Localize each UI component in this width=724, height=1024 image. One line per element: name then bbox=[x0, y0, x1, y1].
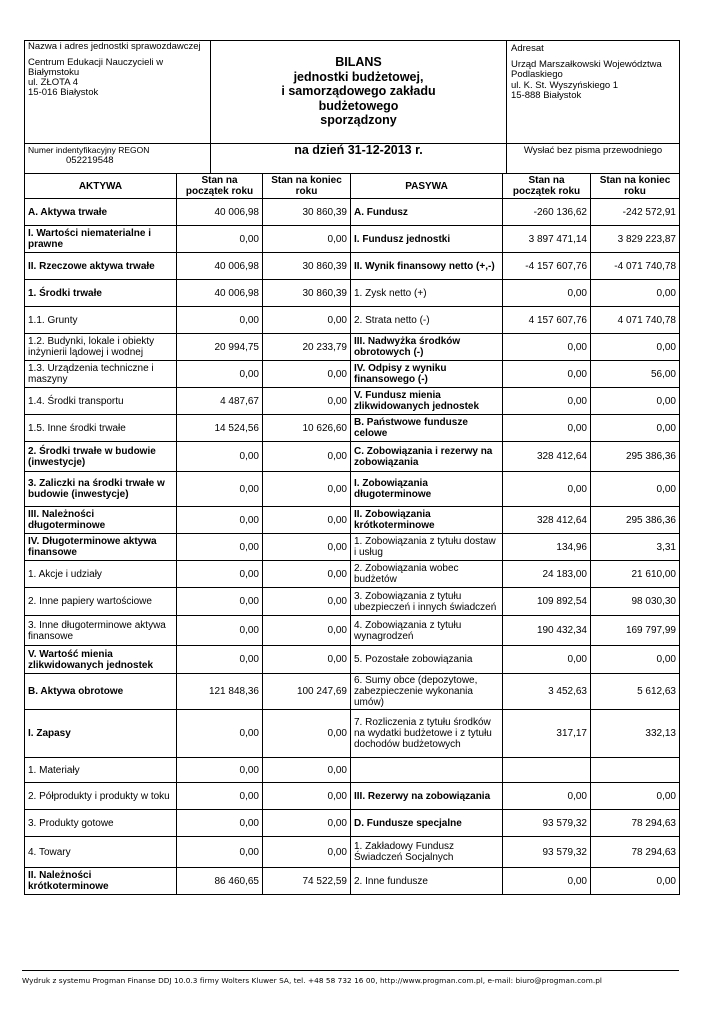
pasywa-label: 3. Zobowiązania z tytułu ubezpieczeń i innych świadczeń bbox=[351, 588, 503, 616]
col-header-pasywa-start: Stan na początek roku bbox=[503, 174, 591, 199]
pasywa-start-value: 134,96 bbox=[503, 534, 591, 561]
aktywa-end-value: 0,00 bbox=[263, 646, 351, 674]
aktywa-label: 1.1. Grunty bbox=[25, 307, 177, 334]
balance-sheet bbox=[24, 40, 679, 895]
pasywa-start-value: 328 412,64 bbox=[503, 507, 591, 534]
pasywa-label: 6. Sumy obce (depozytowe, zabezpieczenie wykonania umów) bbox=[351, 674, 503, 710]
pasywa-start-value: 0,00 bbox=[503, 334, 591, 361]
aktywa-label: 1.4. Środki transportu bbox=[25, 388, 177, 415]
table-row bbox=[25, 388, 680, 415]
aktywa-label: V. Wartość mienia zlikwidowanych jednostek bbox=[25, 646, 177, 674]
pasywa-end-value: 0,00 bbox=[591, 472, 680, 507]
addressee-line: Podlaskiego bbox=[511, 69, 563, 80]
aktywa-label: 3. Inne długoterminowe aktywa finansowe bbox=[25, 616, 177, 646]
aktywa-label: B. Aktywa obrotowe bbox=[25, 674, 177, 710]
pasywa-end-value: 295 386,36 bbox=[591, 507, 680, 534]
table-row bbox=[25, 561, 680, 588]
pasywa-end-value: 169 797,99 bbox=[591, 616, 680, 646]
aktywa-label: 2. Środki trwałe w budowie (inwestycje) bbox=[25, 442, 177, 472]
pasywa-start-value: 3 452,63 bbox=[503, 674, 591, 710]
pasywa-start-value: 3 897 471,14 bbox=[503, 226, 591, 253]
reporting-unit-label: Nazwa i adres jednostki sprawozdawczej bbox=[28, 41, 201, 52]
table-row bbox=[25, 616, 680, 646]
aktywa-end-value: 0,00 bbox=[263, 361, 351, 388]
pasywa-end-value: 78 294,63 bbox=[591, 810, 680, 837]
table-row bbox=[25, 783, 680, 810]
regon-label: Numer indentyfikacyjny REGON bbox=[28, 145, 150, 155]
pasywa-label: 5. Pozostałe zobowiązania bbox=[351, 646, 503, 674]
pasywa-start-value: 0,00 bbox=[503, 415, 591, 442]
balance-table bbox=[24, 173, 680, 895]
header-table bbox=[24, 40, 680, 174]
aktywa-start-value: 0,00 bbox=[177, 361, 263, 388]
pasywa-start-value: 93 579,32 bbox=[503, 837, 591, 868]
aktywa-label: 2. Inne papiery wartościowe bbox=[25, 588, 177, 616]
pasywa-end-value: 0,00 bbox=[591, 415, 680, 442]
pasywa-label: D. Fundusze specjalne bbox=[351, 810, 503, 837]
aktywa-end-value: 0,00 bbox=[263, 226, 351, 253]
table-row bbox=[25, 253, 680, 280]
table-row bbox=[25, 415, 680, 442]
aktywa-end-value: 0,00 bbox=[263, 307, 351, 334]
pasywa-end-value: 98 030,30 bbox=[591, 588, 680, 616]
aktywa-start-value: 0,00 bbox=[177, 307, 263, 334]
balance-rows bbox=[25, 199, 680, 895]
table-row bbox=[25, 646, 680, 674]
table-row bbox=[25, 226, 680, 253]
aktywa-end-value: 0,00 bbox=[263, 561, 351, 588]
aktywa-end-value: 0,00 bbox=[263, 472, 351, 507]
pasywa-start-value: 0,00 bbox=[503, 868, 591, 895]
aktywa-end-value: 0,00 bbox=[263, 810, 351, 837]
table-row bbox=[25, 199, 680, 226]
pasywa-end-value: 3 829 223,87 bbox=[591, 226, 680, 253]
title-line: budżetowego bbox=[318, 98, 399, 113]
aktywa-end-value: 0,00 bbox=[263, 710, 351, 758]
reporting-unit-line: ul. ZŁOTA 4 bbox=[28, 77, 78, 88]
addressee-line: Urząd Marszałkowski Województwa bbox=[511, 58, 662, 70]
table-row bbox=[25, 307, 680, 334]
col-header-aktywa-end: Stan na koniec roku bbox=[263, 174, 351, 199]
pasywa-start-value: 0,00 bbox=[503, 388, 591, 415]
pasywa-start-value bbox=[503, 758, 591, 783]
aktywa-start-value: 40 006,98 bbox=[177, 253, 263, 280]
table-row bbox=[25, 507, 680, 534]
pasywa-end-value: 0,00 bbox=[591, 388, 680, 415]
col-header-pasywa-end: Stan na koniec roku bbox=[591, 174, 680, 199]
aktywa-end-value: 0,00 bbox=[263, 837, 351, 868]
pasywa-label: I. Zobowiązania długoterminowe bbox=[351, 472, 503, 507]
pasywa-start-value: 0,00 bbox=[503, 280, 591, 307]
reporting-unit-line: Białymstoku bbox=[28, 67, 80, 78]
aktywa-start-value: 86 460,65 bbox=[177, 868, 263, 895]
aktywa-end-value: 100 247,69 bbox=[263, 674, 351, 710]
title-line: sporządzony bbox=[320, 113, 397, 127]
pasywa-end-value: 332,13 bbox=[591, 710, 680, 758]
table-row bbox=[25, 334, 680, 361]
pasywa-label: III. Nadwyżka środków obrotowych (-) bbox=[351, 334, 503, 361]
pasywa-label: 1. Zysk netto (+) bbox=[351, 280, 503, 307]
aktywa-start-value: 0,00 bbox=[177, 616, 263, 646]
pasywa-start-value: 109 892,54 bbox=[503, 588, 591, 616]
aktywa-start-value: 0,00 bbox=[177, 507, 263, 534]
aktywa-start-value: 4 487,67 bbox=[177, 388, 263, 415]
aktywa-end-value: 30 860,39 bbox=[263, 199, 351, 226]
addressee-line: ul. K. St. Wyszyńskiego 1 bbox=[511, 79, 619, 91]
table-row bbox=[25, 868, 680, 895]
pasywa-start-value: -260 136,62 bbox=[503, 199, 591, 226]
col-header-aktywa: AKTYWA bbox=[25, 174, 177, 199]
aktywa-label: 3. Zaliczki na środki trwałe w budowie (inwestycje) bbox=[25, 472, 177, 507]
pasywa-start-value: 4 157 607,76 bbox=[503, 307, 591, 334]
aktywa-start-value: 0,00 bbox=[177, 710, 263, 758]
table-row bbox=[25, 588, 680, 616]
aktywa-end-value: 74 522,59 bbox=[263, 868, 351, 895]
aktywa-label: 1. Akcje i udziały bbox=[25, 561, 177, 588]
pasywa-label: 2. Zobowiązania wobec budżetów bbox=[351, 561, 503, 588]
regon-cell bbox=[25, 144, 211, 174]
aktywa-label: 1. Środki trwałe bbox=[25, 280, 177, 307]
aktywa-label: A. Aktywa trwałe bbox=[25, 199, 177, 226]
pasywa-start-value: 317,17 bbox=[503, 710, 591, 758]
pasywa-start-value: 0,00 bbox=[503, 361, 591, 388]
pasywa-start-value: 328 412,64 bbox=[503, 442, 591, 472]
aktywa-start-value: 0,00 bbox=[177, 758, 263, 783]
aktywa-label: 3. Produkty gotowe bbox=[25, 810, 177, 837]
addressee-label: Adresat bbox=[511, 43, 544, 54]
pasywa-label: V. Fundusz mienia zlikwidowanych jednostek bbox=[351, 388, 503, 415]
table-row bbox=[25, 280, 680, 307]
pasywa-label: B. Państwowe fundusze celowe bbox=[351, 415, 503, 442]
regon-value: 052219548 bbox=[66, 155, 114, 166]
aktywa-start-value: 0,00 bbox=[177, 561, 263, 588]
pasywa-label: IV. Odpisy z wyniku finansowego (-) bbox=[351, 361, 503, 388]
pasywa-start-value: 0,00 bbox=[503, 646, 591, 674]
aktywa-end-value: 0,00 bbox=[263, 588, 351, 616]
aktywa-start-value: 0,00 bbox=[177, 534, 263, 561]
pasywa-label: II. Zobowiązania krótkoterminowe bbox=[351, 507, 503, 534]
pasywa-end-value: -4 071 740,78 bbox=[591, 253, 680, 280]
table-row bbox=[25, 472, 680, 507]
aktywa-label: II. Rzeczowe aktywa trwałe bbox=[25, 253, 177, 280]
aktywa-label: 4. Towary bbox=[25, 837, 177, 868]
aktywa-start-value: 0,00 bbox=[177, 472, 263, 507]
aktywa-end-value: 0,00 bbox=[263, 507, 351, 534]
aktywa-label: I. Wartości niematerialne i prawne bbox=[25, 226, 177, 253]
title-line: BILANS bbox=[335, 55, 382, 69]
aktywa-end-value: 0,00 bbox=[263, 758, 351, 783]
pasywa-end-value: 78 294,63 bbox=[591, 837, 680, 868]
pasywa-label: 1. Zobowiązania z tytułu dostaw i usług bbox=[351, 534, 503, 561]
addressee-line: 15-888 Białystok bbox=[511, 90, 582, 101]
aktywa-end-value: 0,00 bbox=[263, 616, 351, 646]
table-row bbox=[25, 837, 680, 868]
pasywa-end-value: 21 610,00 bbox=[591, 561, 680, 588]
table-row bbox=[25, 361, 680, 388]
pasywa-end-value bbox=[591, 758, 680, 783]
aktywa-start-value: 20 994,75 bbox=[177, 334, 263, 361]
pasywa-label: III. Rezerwy na zobowiązania bbox=[351, 783, 503, 810]
pasywa-end-value: 0,00 bbox=[591, 334, 680, 361]
col-header-pasywa: PASYWA bbox=[351, 174, 503, 199]
pasywa-end-value: 5 612,63 bbox=[591, 674, 680, 710]
aktywa-start-value: 40 006,98 bbox=[177, 280, 263, 307]
report-date: na dzień 31-12-2013 r. bbox=[211, 144, 507, 174]
pasywa-label bbox=[351, 758, 503, 783]
pasywa-label: A. Fundusz bbox=[351, 199, 503, 226]
aktywa-label: 1.2. Budynki, lokale i obiekty inżynierii lądowej i wodnej bbox=[25, 334, 177, 361]
aktywa-end-value: 0,00 bbox=[263, 534, 351, 561]
pasywa-end-value: 295 386,36 bbox=[591, 442, 680, 472]
aktywa-start-value: 40 006,98 bbox=[177, 199, 263, 226]
pasywa-start-value: 190 432,34 bbox=[503, 616, 591, 646]
aktywa-end-value: 20 233,79 bbox=[263, 334, 351, 361]
aktywa-start-value: 0,00 bbox=[177, 646, 263, 674]
aktywa-start-value: 0,00 bbox=[177, 442, 263, 472]
aktywa-end-value: 0,00 bbox=[263, 783, 351, 810]
aktywa-label: 1. Materiały bbox=[25, 758, 177, 783]
pasywa-end-value: 4 071 740,78 bbox=[591, 307, 680, 334]
pasywa-start-value: 93 579,32 bbox=[503, 810, 591, 837]
addressee-cell bbox=[507, 41, 680, 144]
send-note: Wysłać bez pisma przewodniego bbox=[507, 144, 680, 174]
pasywa-end-value: 0,00 bbox=[591, 868, 680, 895]
table-row bbox=[25, 534, 680, 561]
aktywa-label: IV. Długoterminowe aktywa finansowe bbox=[25, 534, 177, 561]
aktywa-start-value: 0,00 bbox=[177, 226, 263, 253]
aktywa-end-value: 10 626,60 bbox=[263, 415, 351, 442]
document-title bbox=[211, 41, 507, 144]
pasywa-start-value: 24 183,00 bbox=[503, 561, 591, 588]
pasywa-end-value: 0,00 bbox=[591, 646, 680, 674]
pasywa-label: 4. Zobowiązania z tytułu wynagrodzeń bbox=[351, 616, 503, 646]
pasywa-end-value: 0,00 bbox=[591, 280, 680, 307]
aktywa-label: III. Należności długoterminowe bbox=[25, 507, 177, 534]
aktywa-start-value: 14 524,56 bbox=[177, 415, 263, 442]
aktywa-end-value: 0,00 bbox=[263, 388, 351, 415]
pasywa-end-value: -242 572,91 bbox=[591, 199, 680, 226]
aktywa-label: II. Należności krótkoterminowe bbox=[25, 868, 177, 895]
pasywa-label: II. Wynik finansowy netto (+,-) bbox=[351, 253, 503, 280]
pasywa-label: C. Zobowiązania i rezerwy na zobowiązania bbox=[351, 442, 503, 472]
aktywa-end-value: 0,00 bbox=[263, 442, 351, 472]
pasywa-label: 2. Strata netto (-) bbox=[351, 307, 503, 334]
aktywa-label: 1.5. Inne środki trwałe bbox=[25, 415, 177, 442]
pasywa-start-value: 0,00 bbox=[503, 783, 591, 810]
aktywa-end-value: 30 860,39 bbox=[263, 280, 351, 307]
table-row bbox=[25, 710, 680, 758]
reporting-unit-line: Centrum Edukacji Nauczycieli w bbox=[28, 57, 164, 68]
pasywa-start-value: 0,00 bbox=[503, 472, 591, 507]
aktywa-label: 1.3. Urządzenia techniczne i maszyny bbox=[25, 361, 177, 388]
pasywa-label: 7. Rozliczenia z tytułu środków na wydatki budżetowe i z tytułu dochodów budżetowych bbox=[351, 710, 503, 758]
aktywa-start-value: 0,00 bbox=[177, 837, 263, 868]
title-line: jednostki budżetowej, bbox=[293, 69, 424, 84]
pasywa-end-value: 0,00 bbox=[591, 783, 680, 810]
aktywa-label: I. Zapasy bbox=[25, 710, 177, 758]
aktywa-start-value: 0,00 bbox=[177, 810, 263, 837]
aktywa-start-value: 0,00 bbox=[177, 783, 263, 810]
aktywa-label: 2. Półprodukty i produkty w toku bbox=[25, 783, 177, 810]
title-line: i samorządowego zakładu bbox=[281, 84, 436, 98]
aktywa-end-value: 30 860,39 bbox=[263, 253, 351, 280]
reporting-unit-cell bbox=[25, 41, 211, 144]
table-row bbox=[25, 674, 680, 710]
table-row bbox=[25, 810, 680, 837]
print-footer: Wydruk z systemu Progman Finanse DDJ 10.0.3 firmy Wolters Kluwer SA, tel. +48 58 732 16 00, http://www.progman.com.pl, e-mail: biuro@progman.com.pl bbox=[22, 970, 679, 985]
pasywa-label: I. Fundusz jednostki bbox=[351, 226, 503, 253]
col-header-aktywa-start: Stan na początek roku bbox=[177, 174, 263, 199]
aktywa-start-value: 0,00 bbox=[177, 588, 263, 616]
pasywa-end-value: 56,00 bbox=[591, 361, 680, 388]
pasywa-start-value: -4 157 607,76 bbox=[503, 253, 591, 280]
aktywa-start-value: 121 848,36 bbox=[177, 674, 263, 710]
table-row bbox=[25, 442, 680, 472]
pasywa-end-value: 3,31 bbox=[591, 534, 680, 561]
table-row bbox=[25, 758, 680, 783]
pasywa-label: 2. Inne fundusze bbox=[351, 868, 503, 895]
pasywa-label: 1. Zakładowy Fundusz Świadczeń Socjalnych bbox=[351, 837, 503, 868]
reporting-unit-line: 15-016 Białystok bbox=[28, 87, 99, 98]
